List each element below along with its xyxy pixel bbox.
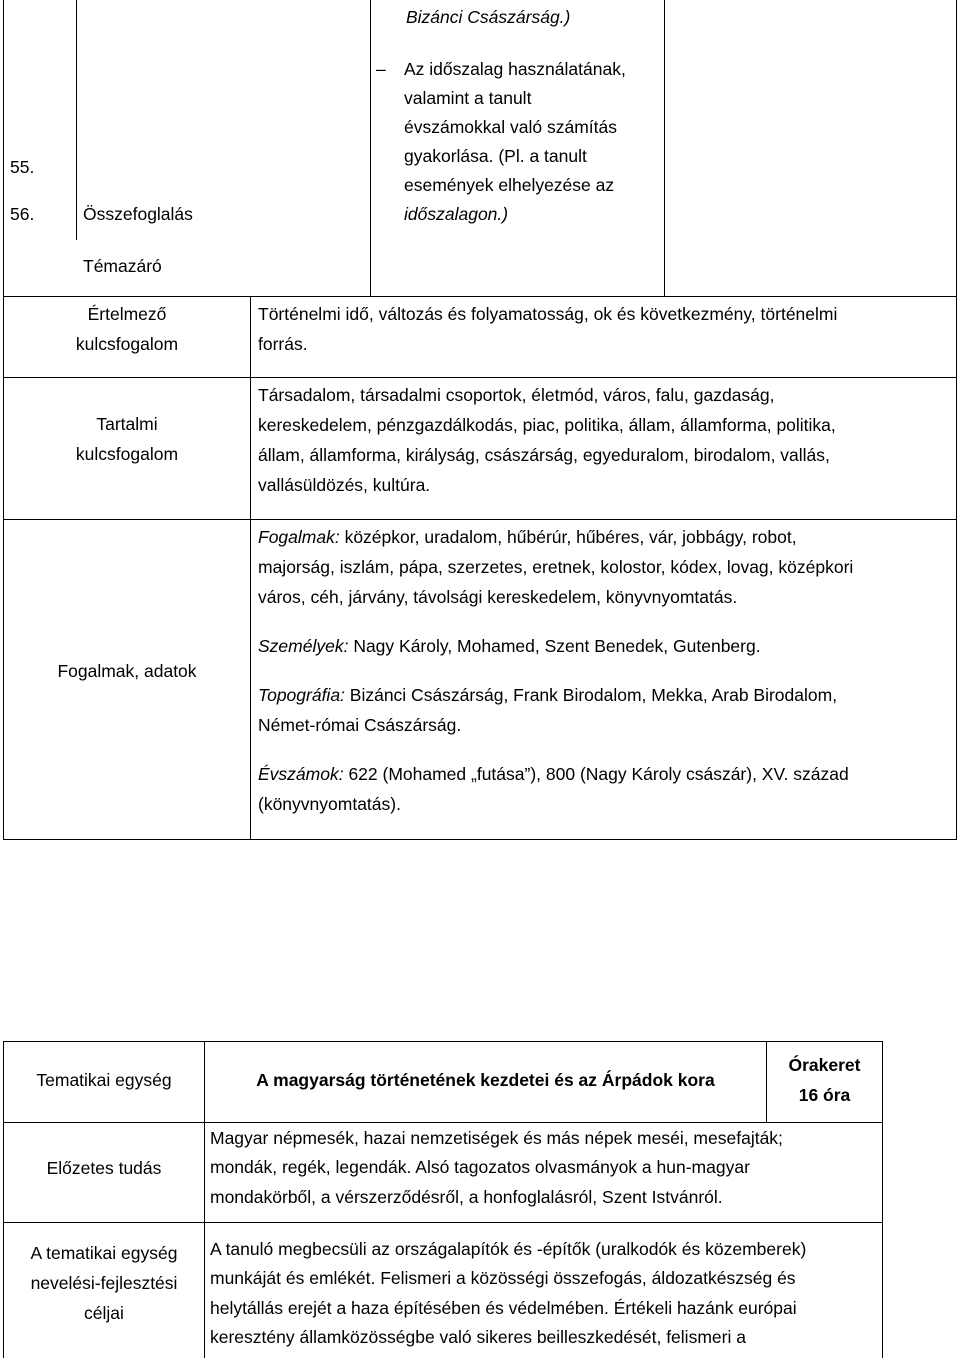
evszamok-line1 bbox=[258, 760, 849, 790]
fogalmak-line1 bbox=[258, 523, 797, 553]
celjai-line2: munkáját és emlékét. Felismeri a közösségi összefogás, áldozatkészség és bbox=[210, 1268, 796, 1288]
topografia-text-1: Bizánci Császárság, Frank Birodalom, Mekka, Arab Birodalom, bbox=[344, 685, 838, 705]
orakeret-value: 16 óra bbox=[798, 1085, 851, 1105]
topografia-line2: Német-római Császárság. bbox=[258, 715, 462, 735]
goal-line-2: valamint a tanult bbox=[404, 88, 532, 108]
celjai-label-line1: A tematikai egység bbox=[30, 1243, 178, 1263]
table1-border-right bbox=[956, 0, 957, 840]
celjai-line4: keresztény államközösségbe való sikeres beilleszkedését, felismeri a bbox=[210, 1327, 746, 1347]
tartalmi-label-line2: kulcsfogalom bbox=[75, 444, 179, 464]
fogalmak-adatok-label: Fogalmak, adatok bbox=[57, 661, 197, 681]
fogalmak-line3: város, céh, járvány, távolsági kereskedelem, könyvnyomtatás. bbox=[258, 587, 738, 607]
evszamok-line2: (könyvnyomtatás). bbox=[258, 794, 401, 814]
elozetes-tudas-label: Előzetes tudás bbox=[46, 1158, 162, 1178]
lesson-number-55: 55. bbox=[10, 157, 35, 177]
evszamok-text-1: 622 (Mohamed „futása”), 800 (Nagy Károly császár), XV. század bbox=[343, 764, 849, 784]
celjai-line1: A tanuló megbecsüli az országalapítók és -építők (uralkodók és közemberek) bbox=[210, 1239, 807, 1259]
table1-divider-tartalmi bbox=[3, 519, 957, 520]
tartalmi-label-line1: Tartalmi bbox=[96, 414, 158, 434]
tartalmi-text-line2: kereskedelem, pénzgazdálkodás, piac, politika, állam, államforma, politika, bbox=[258, 415, 836, 435]
tematikai-egyseg-label: Tematikai egység bbox=[36, 1070, 172, 1090]
goal-line-4: gyakorlása. (Pl. a tanult bbox=[404, 146, 587, 166]
table1-col-line-b bbox=[370, 0, 371, 296]
topografia-heading: Topográfia: bbox=[258, 685, 345, 705]
ertelmezo-label-line2: kulcsfogalom bbox=[75, 334, 179, 354]
szemelyek-heading: Személyek: bbox=[258, 636, 349, 656]
goal-line-1: Az időszalag használatának, bbox=[404, 59, 626, 79]
fogalmak-heading: Fogalmak: bbox=[258, 527, 340, 547]
elozetes-line3: mondakörből, a vérszerződésről, a honfoglalásról, Szent Istvánról. bbox=[210, 1187, 723, 1207]
elozetes-line1: Magyar népmesék, hazai nemzetiségek és más népek meséi, mesefajták; bbox=[210, 1128, 783, 1148]
ertelmezo-text-line1: Történelmi idő, változás és folyamatosság, ok és következmény, történelmi bbox=[258, 304, 838, 324]
goal-line-0: Bizánci Császárság.) bbox=[406, 7, 571, 27]
table1-col-line-a bbox=[76, 0, 77, 240]
dash-bullet: – bbox=[376, 59, 386, 79]
lesson-number-56: 56. bbox=[10, 204, 35, 224]
celjai-line3: helytállás erejét a haza építésében és védelmében. Értékeli hazánk európai bbox=[210, 1298, 797, 1318]
lesson-title: Összefoglalás bbox=[83, 204, 193, 224]
unit-title: A magyarság történetének kezdetei és az Árpádok kora bbox=[256, 1070, 715, 1090]
table1-col-line-label bbox=[250, 296, 251, 840]
table2-divider-header bbox=[3, 1122, 883, 1123]
ertelmezo-text-line2: forrás. bbox=[258, 334, 308, 354]
table1-border-bottom bbox=[3, 839, 957, 840]
table1-divider-ertelmezo bbox=[3, 377, 957, 378]
fogalmak-text-1: középkor, uradalom, hűbérúr, hűbéres, vár, jobbágy, robot, bbox=[339, 527, 797, 547]
table2-divider-elozetes bbox=[3, 1222, 883, 1223]
szemelyek-text: Nagy Károly, Mohamed, Szent Benedek, Gutenberg. bbox=[348, 636, 761, 656]
tartalmi-text-line1: Társadalom, társadalmi csoportok, életmód, város, falu, gazdaság, bbox=[258, 385, 775, 405]
goal-line-5: események elhelyezése az bbox=[404, 175, 615, 195]
fogalmak-line2: majorság, iszlám, pápa, szerzetes, eretnek, kolostor, kódex, lovag, középkori bbox=[258, 557, 854, 577]
table1-divider-top bbox=[3, 296, 957, 297]
szemelyek-line bbox=[258, 632, 761, 662]
tartalmi-text-line4: vallásüldözés, kultúra. bbox=[258, 475, 431, 495]
orakeret-label: Órakeret bbox=[788, 1055, 861, 1075]
goal-line-6: időszalagon.) bbox=[404, 204, 509, 224]
goal-line-3: évszámokkal való számítás bbox=[404, 117, 617, 137]
ertelmezo-label-line1: Értelmező bbox=[87, 304, 167, 324]
celjai-label-line3: céljai bbox=[84, 1303, 124, 1323]
topografia-line1 bbox=[258, 681, 837, 711]
tartalmi-text-line3: állam, államforma, királyság, császárság, egyeduralom, birodalom, vallás, bbox=[258, 445, 830, 465]
table2-border-top bbox=[3, 1041, 883, 1042]
elozetes-line2: mondák, regék, legendák. Alsó tagozatos olvasmányok a hun-magyar bbox=[210, 1157, 750, 1177]
table1-col-line-c bbox=[664, 0, 665, 296]
evszamok-heading: Évszámok: bbox=[258, 764, 344, 784]
table2-border-right bbox=[882, 1041, 883, 1358]
lesson-subtitle: Témazáró bbox=[83, 256, 162, 276]
celjai-label-line2: nevelési-fejlesztési bbox=[30, 1273, 178, 1293]
